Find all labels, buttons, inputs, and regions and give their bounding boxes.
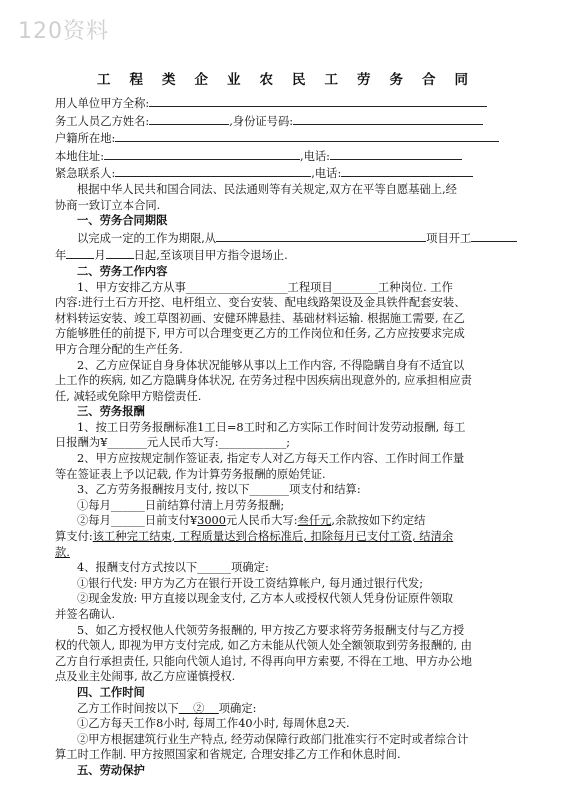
employer-blank[interactable] xyxy=(149,94,487,107)
paragraph-line: 上工作的疾病, 如乙方隐瞒身体状况, 在劳务过程中因疾病出现意外的, 应承担相应责 xyxy=(55,374,472,388)
paragraph-line: 1、按工日劳务报酬标准1工日=8工时和乙方实际工作时间计发劳动报酬, 每工 xyxy=(77,420,466,434)
option-line: 款. xyxy=(55,545,70,559)
project-name-blank[interactable] xyxy=(216,229,426,242)
paragraph-line: 1、甲方安排乙方从事__________________工程项目________工种岗位. 工作 xyxy=(77,280,453,294)
paragraph-line: 甲方合理分配的生产任务. xyxy=(55,342,183,356)
section-heading: 四、工作时间 xyxy=(77,684,145,699)
field-employer: 用人单位甲方全称: xyxy=(55,94,510,112)
term-line: 年 月 日起,至该项目甲方指令退场止. xyxy=(55,246,510,264)
preamble-line: 协商一致订立本合同. xyxy=(55,198,161,212)
paragraph-line: 乙方自行承担责任, 只能向代领人追讨, 不得再向甲方索要, 不得在工地、甲方办公地 xyxy=(55,654,472,668)
amount-value: 3000 xyxy=(197,514,226,528)
field-local-address: 本地住址: ,电话: xyxy=(55,147,510,165)
paragraph-line: 2、乙方应保证自身身体状况能够从事以上工作内容, 不得隐瞒自身有不适宜以 xyxy=(77,358,465,372)
option-line: ②每月______日前支付¥3000元人民币大写:叁仟元,余款按如下约定结 xyxy=(77,514,426,528)
field-hukou: 户籍所在地: xyxy=(55,129,510,147)
paragraph-line: 乙方工作时间按以下 ② 项确定: xyxy=(77,701,257,715)
option-line: ②甲方根据建筑行业生产特点, 经劳动保障行政部门批准实行不定时或者综合计 xyxy=(77,732,469,746)
start-blank[interactable] xyxy=(471,229,517,242)
month-blank[interactable] xyxy=(66,246,94,259)
emergency-phone-blank[interactable] xyxy=(341,164,473,177)
section-heading: 三、劳务报酬 xyxy=(77,404,145,419)
term-line: 以完成一定的工作为期限,从 项目开工 xyxy=(55,229,510,247)
paragraph-line: 权的代领人, 即视为甲方支付完成, 如乙方未能从代领人处全额领取到劳务报酬的, 由 xyxy=(55,639,472,653)
section-heading: 五、劳动保护 xyxy=(77,762,145,777)
paragraph-line: 4、报酬支付方式按以下______项确定: xyxy=(77,561,269,575)
field-worker: 务工人员乙方姓名: ,身份证号码: xyxy=(55,112,510,130)
paragraph-line: 3、乙方劳务报酬按月支付, 按以下_______项支付和结算: xyxy=(77,483,361,497)
paragraph-line: 内容:进行土石方开挖、电杆组立、变台安装、配电线路架设及金具铁件配套安装、 xyxy=(55,296,466,310)
section-heading: 一、劳务合同期限 xyxy=(77,213,168,228)
settlement-terms: 该工种完工结束, 工程质量达到合格标准后, 扣除每月已支付工资, 结清余 xyxy=(92,530,454,544)
paragraph-line: 等在签证表上予以记载, 作为计算劳务报酬的原始凭证. xyxy=(55,467,326,481)
paragraph-line: 方能够胜任的前提下, 甲方可以合理变更乙方的工作岗位和任务, 乙方应按要求完成 xyxy=(55,327,465,341)
option-line: 并签名确认. xyxy=(55,608,116,621)
option-line: 算工时工作制. 甲方按照国家和省规定, 合理安排乙方工作和休息时间. xyxy=(55,748,401,762)
option-line: ①每月______日前结算付清上月劳务报酬; xyxy=(77,498,285,512)
watermark: 120资料 xyxy=(18,19,109,44)
preamble-line: 根据中华人民共和国合同法、民法通则等有关规定,双方在平等自愿基础上,经 xyxy=(77,182,457,196)
local-address-blank[interactable] xyxy=(104,147,300,160)
field-emergency: 紧急联系人: ,电话: xyxy=(55,164,510,182)
option-line: ①银行代发: 甲方为乙方在银行开设工资结算帐户, 每月通过银行代发; xyxy=(77,576,423,590)
day-blank[interactable] xyxy=(106,246,134,259)
phone-blank[interactable] xyxy=(330,147,462,160)
hukou-blank[interactable] xyxy=(115,129,499,142)
id-number-blank[interactable] xyxy=(293,112,483,125)
emergency-contact-blank[interactable] xyxy=(115,164,311,177)
option-line: ①乙方每天工作8小时, 每周工作40小时, 每周休息2天. xyxy=(77,717,350,731)
paragraph-line: 5、如乙方授权他人代领劳务报酬的, 甲方按乙方要求将劳务报酬支付与乙方授 xyxy=(77,623,465,637)
section-heading: 二、劳务工作内容 xyxy=(77,263,168,278)
document-title: 工程类企业农民工劳务合同 xyxy=(97,72,487,88)
paragraph-line: 任, 减轻或免除甲方赔偿责任. xyxy=(55,389,202,403)
worker-name-blank[interactable] xyxy=(149,112,229,125)
option-line: ②现金发放: 甲方直接以现金支付, 乙方本人或授权代领人凭身份证原件领取 xyxy=(77,592,454,606)
option-line: 算支付:该工种完工结束, 工程质量达到合格标准后, 扣除每月已支付工资, 结清余 xyxy=(55,530,454,544)
paragraph-line: 点及业主处闹事, 故乙方应谨慎授权. xyxy=(55,670,236,684)
paragraph-line: 材料转运安装、竣工草图初画、安健环牌悬挂、基础材料运输. 根据施工需要, 在乙 xyxy=(55,311,465,325)
selected-option: ② xyxy=(193,701,205,715)
amount-chinese: 叁仟元 xyxy=(297,514,332,528)
contract-body xyxy=(55,94,510,779)
paragraph-line: 2、甲方应按规定制作签证表, 指定专人对乙方每天工作内容、工作时间工作量 xyxy=(77,452,465,466)
paragraph-line: 日报酬为¥_______元人民币大写:____________; xyxy=(55,436,291,450)
